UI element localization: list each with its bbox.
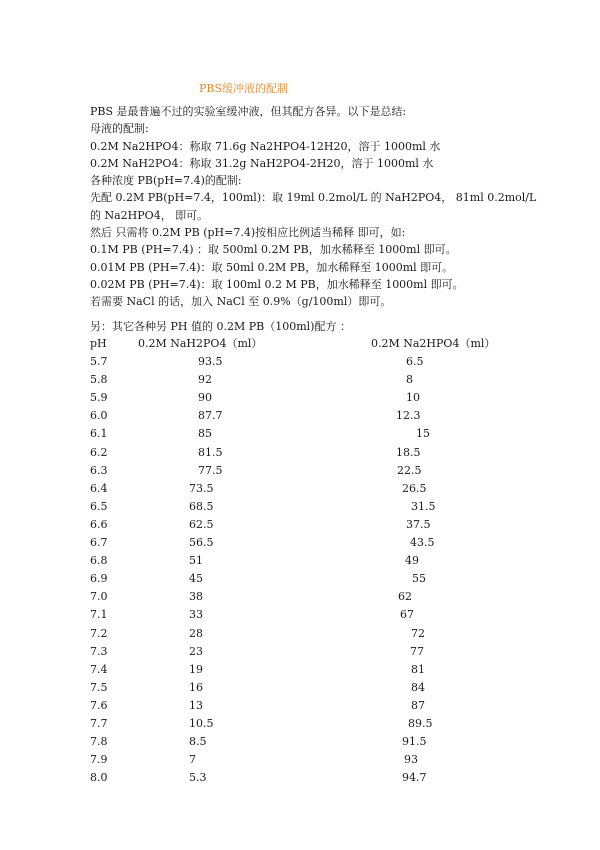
intro-line: 0.1M PB (PH=7.4) ：取 500ml 0.2M PB，加水稀释至 1000ml 即可。: [90, 243, 457, 257]
cell-ph: 7.5: [90, 680, 108, 694]
cell-na2hpo4: 26.5: [402, 481, 427, 495]
cell-ph: 7.2: [90, 626, 108, 640]
table-row: [90, 516, 510, 534]
cell-nah2po4: 8.5: [189, 735, 207, 749]
intro-section: [90, 103, 560, 311]
cell-na2hpo4: 43.5: [410, 536, 435, 550]
cell-na2hpo4: 84: [411, 680, 425, 694]
cell-ph: 7.8: [90, 735, 108, 749]
cell-na2hpo4: 94.7: [402, 771, 427, 785]
cell-na2hpo4: 18.5: [396, 445, 421, 459]
intro-line: 的 Na2HPO4， 即可。: [90, 208, 209, 222]
cell-nah2po4: 33: [189, 608, 203, 622]
cell-ph: 6.3: [90, 463, 108, 477]
cell-nah2po4: 85: [198, 427, 212, 441]
cell-na2hpo4: 12.3: [396, 409, 421, 423]
cell-nah2po4: 5.3: [189, 771, 207, 785]
cell-na2hpo4: 77: [410, 644, 424, 658]
cell-na2hpo4: 55: [412, 572, 426, 586]
cell-na2hpo4: 49: [405, 554, 419, 568]
cell-ph: 5.9: [90, 391, 108, 405]
table-row: [90, 606, 510, 624]
table-row: [90, 389, 510, 407]
intro-line: 母液的配制:: [90, 122, 149, 136]
cell-na2hpo4: 72: [411, 626, 425, 640]
intro-line: 0.02M PB (PH=7.4)：取 100ml 0.2 M PB，加水稀释至 1000ml 即可。: [90, 277, 464, 291]
cell-nah2po4: 23: [189, 644, 203, 658]
table-row: [90, 534, 510, 552]
table-row: [90, 661, 510, 679]
cell-na2hpo4: 6.5: [406, 355, 424, 369]
cell-ph: 7.7: [90, 716, 108, 730]
cell-nah2po4: 7: [189, 753, 196, 767]
table-row: [90, 552, 510, 570]
cell-na2hpo4: 91.5: [402, 735, 427, 749]
cell-ph: 7.6: [90, 698, 108, 712]
cell-ph: 7.1: [90, 608, 108, 622]
intro-line: 若需要 NaCl 的话，加入 NaCl 至 0.9%（g/100ml）即可。: [90, 295, 392, 309]
cell-ph: 6.9: [90, 572, 108, 586]
cell-nah2po4: 16: [189, 680, 203, 694]
cell-ph: 6.6: [90, 517, 108, 531]
table-row: [90, 588, 510, 606]
cell-nah2po4: 73.5: [189, 481, 214, 495]
cell-ph: 7.0: [90, 590, 108, 604]
cell-na2hpo4: 37.5: [406, 517, 431, 531]
table-row: [90, 353, 510, 371]
cell-nah2po4: 13: [189, 698, 203, 712]
table-row: [90, 769, 510, 787]
table-body: [90, 353, 510, 787]
table-row: [90, 751, 510, 769]
cell-nah2po4: 62.5: [189, 517, 214, 531]
cell-nah2po4: 19: [189, 662, 203, 676]
intro-line: PBS 是最普遍不过的实验室缓冲液，但其配方各异。以下是总结:: [90, 105, 407, 118]
table-row: [90, 697, 510, 715]
table-row: [90, 462, 510, 480]
ph-recipe-table: [90, 335, 510, 787]
cell-ph: 6.5: [90, 499, 108, 513]
intro-line: 先配 0.2M PB(pH=7.4，100ml)：取 19ml 0.2mol/L 的 NaH2PO4， 81ml 0.2mol/L: [90, 191, 537, 205]
cell-ph: 6.0: [90, 409, 108, 423]
cell-nah2po4: 92: [198, 373, 212, 387]
header-nah2po4: 0.2M NaH2PO4（ml）: [138, 337, 263, 350]
cell-nah2po4: 28: [189, 626, 203, 640]
table-row: [90, 407, 510, 425]
table-row: [90, 498, 510, 516]
intro-line: 0.2M Na2HPO4：称取 71.6g Na2HPO4-12H20，溶于 1000ml 水: [90, 139, 441, 153]
cell-ph: 7.9: [90, 753, 108, 767]
cell-na2hpo4: 93: [404, 753, 418, 767]
cell-na2hpo4: 81: [411, 662, 425, 676]
cell-ph: 6.8: [90, 554, 108, 568]
cell-nah2po4: 87.7: [198, 409, 223, 423]
table-row: [90, 643, 510, 661]
cell-nah2po4: 56.5: [189, 536, 214, 550]
header-ph: pH: [90, 337, 107, 350]
table-row: [90, 679, 510, 697]
intro-line: 各种浓度 PB(pH=7.4)的配制:: [90, 174, 242, 188]
cell-ph: 5.7: [90, 355, 108, 369]
cell-nah2po4: 93.5: [198, 355, 223, 369]
cell-na2hpo4: 8: [406, 373, 413, 387]
intro-line: 0.01M PB (PH=7.4)：取 50ml 0.2M PB，加水稀释至 1000ml 即可。: [90, 260, 454, 274]
cell-nah2po4: 90: [198, 391, 212, 405]
header-na2hpo4: 0.2M Na2HPO4（ml）: [371, 337, 496, 350]
intro-line: 0.2M NaH2PO4：称取 31.2g NaH2PO4-2H20，溶于 1000ml 水: [90, 156, 434, 170]
cell-nah2po4: 68.5: [189, 499, 214, 513]
table-caption: 另：其它各种另 PH 值的 0.2M PB（100ml)配方 ：: [90, 320, 351, 333]
cell-ph: 6.4: [90, 481, 108, 495]
cell-nah2po4: 38: [189, 590, 203, 604]
cell-na2hpo4: 31.5: [411, 499, 436, 513]
document-title: PBS缓冲液的配制: [199, 82, 289, 95]
cell-na2hpo4: 10: [406, 391, 420, 405]
table-row: [90, 480, 510, 498]
cell-ph: 7.3: [90, 644, 108, 658]
cell-ph: 6.7: [90, 536, 108, 550]
cell-na2hpo4: 89.5: [408, 716, 433, 730]
cell-nah2po4: 45: [189, 572, 203, 586]
cell-nah2po4: 77.5: [198, 463, 223, 477]
cell-na2hpo4: 67: [400, 608, 414, 622]
cell-na2hpo4: 87: [411, 698, 425, 712]
cell-na2hpo4: 22.5: [397, 463, 422, 477]
cell-na2hpo4: 15: [416, 427, 430, 441]
table-row: [90, 570, 510, 588]
table-row: [90, 444, 510, 462]
table-row: [90, 733, 510, 751]
cell-ph: 6.2: [90, 445, 108, 459]
cell-na2hpo4: 62: [398, 590, 412, 604]
intro-line: 然后 只需将 0.2M PB (pH=7.4)按相应比例适当稀释 即可，如:: [90, 226, 406, 240]
cell-ph: 5.8: [90, 373, 108, 387]
table-row: [90, 715, 510, 733]
cell-ph: 7.4: [90, 662, 108, 676]
cell-nah2po4: 51: [189, 554, 203, 568]
cell-nah2po4: 81.5: [198, 445, 223, 459]
table-row: [90, 425, 510, 443]
cell-nah2po4: 10.5: [189, 716, 214, 730]
cell-ph: 6.1: [90, 427, 108, 441]
table-row: [90, 625, 510, 643]
table-row: [90, 371, 510, 389]
cell-ph: 8.0: [90, 771, 108, 785]
table-header-row: [90, 335, 510, 353]
